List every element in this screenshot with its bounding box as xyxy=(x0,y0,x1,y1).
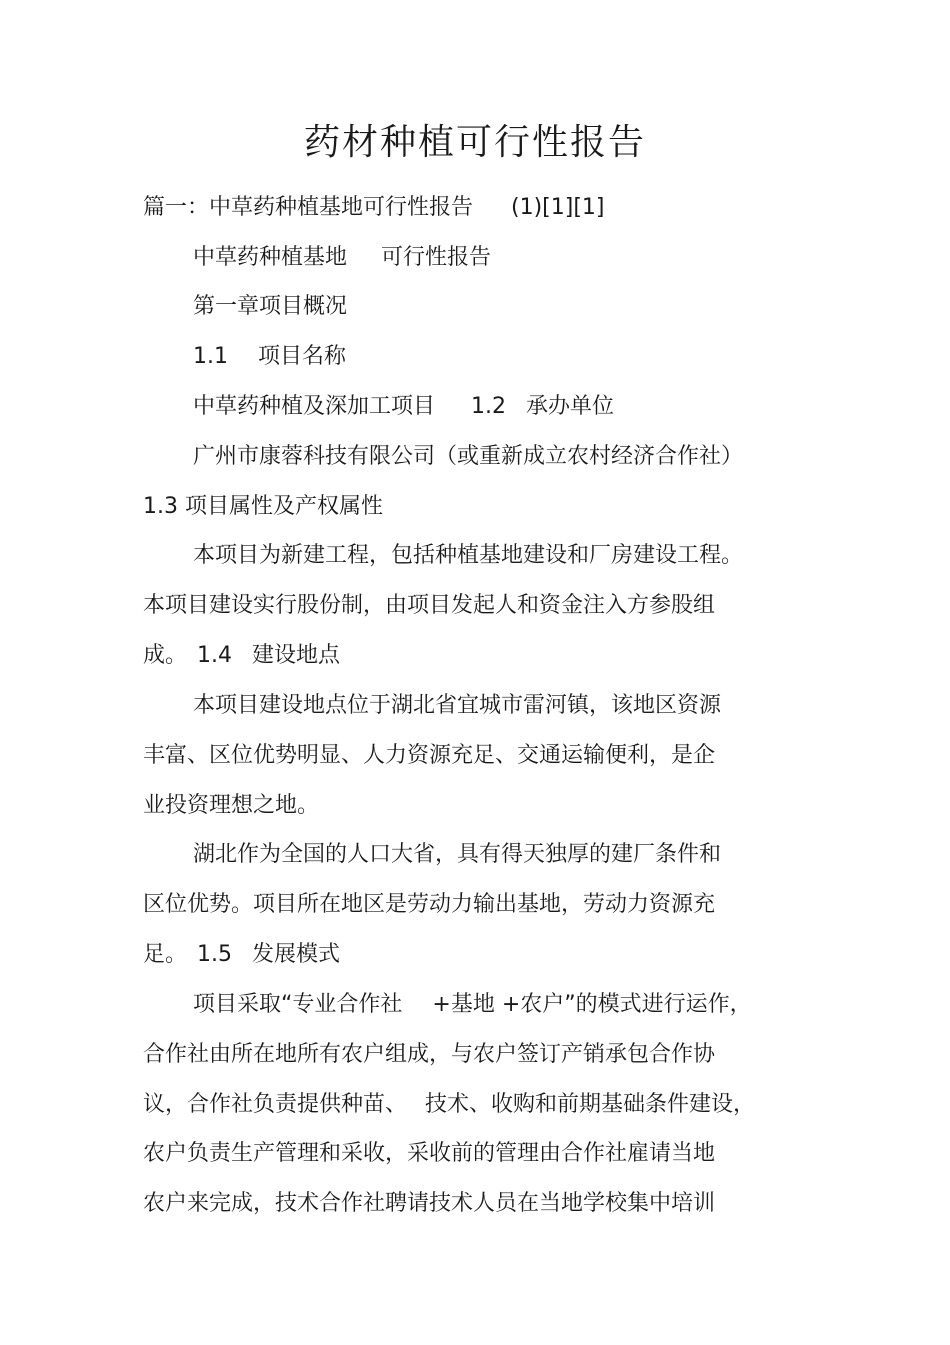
text-line-1 xyxy=(143,193,605,223)
text-line-16 xyxy=(143,940,340,970)
text-line-2 xyxy=(193,243,491,273)
text-line-9: 本项目建设实行股份制，由项目发起人和资金注入方参股组 xyxy=(143,593,716,618)
line-10-part-c: 建设地点 xyxy=(252,643,341,668)
line-5-part-a: 中草药种植及深加工项目 xyxy=(193,394,436,419)
line-1-part-b: (1)[1][1] xyxy=(511,195,605,220)
text-line-5 xyxy=(193,392,614,422)
text-line-18: 合作社由所在地所有农户组成，与农户签订产销承包合作协 xyxy=(143,1042,716,1067)
text-line-7: 1.3 项目属性及产权属性 xyxy=(143,494,383,519)
line-17-part-b: +基地 +农户”的模式进行运作， xyxy=(432,992,752,1017)
text-line-17 xyxy=(193,990,752,1020)
text-line-13: 业投资理想之地。 xyxy=(143,793,320,818)
text-line-20: 农户负责生产管理和采收，采收前的管理由合作社雇请当地 xyxy=(143,1141,716,1166)
text-line-14: 湖北作为全国的人口大省，具有得天独厚的建厂条件和 xyxy=(193,842,722,867)
line-10-part-a: 成。 xyxy=(143,643,188,668)
line-2-part-a: 中草药种植基地 xyxy=(193,245,348,270)
text-line-10 xyxy=(143,641,340,671)
document-title: 药材种植可行性报告 xyxy=(303,122,646,163)
line-16-part-c: 发展模式 xyxy=(252,942,341,967)
line-1-part-a: 篇一：中草药种植基地可行性报告 xyxy=(143,195,474,220)
line-4-part-b: 项目名称 xyxy=(258,344,347,369)
text-line-11: 本项目建设地点位于湖北省宜城市雷河镇，该地区资源 xyxy=(193,693,722,718)
text-line-12: 丰富、区位优势明显、人力资源充足、交通运输便利，是企 xyxy=(143,743,716,768)
line-2-part-b: 可行性报告 xyxy=(381,245,492,270)
text-line-6: 广州市康蓉科技有限公司（或重新成立农村经济合作社） xyxy=(193,444,744,469)
text-line-21: 农户来完成，技术合作社聘请技术人员在当地学校集中培训 xyxy=(143,1191,716,1216)
text-line-8: 本项目为新建工程，包括种植基地建设和厂房建设工程。 xyxy=(193,543,744,568)
text-line-4 xyxy=(193,342,346,372)
line-5-part-b: 1.2 xyxy=(471,394,507,419)
line-16-part-a: 足。 xyxy=(143,942,188,967)
text-line-3: 第一章项目概况 xyxy=(193,294,348,319)
line-16-part-b: 1.5 xyxy=(197,942,233,967)
text-line-19 xyxy=(143,1090,755,1120)
line-19-part-a: 议，合作社负责提供种苗、 xyxy=(143,1092,408,1117)
text-line-15: 区位优势。项目所在地区是劳动力输出基地，劳动力资源充 xyxy=(143,892,716,917)
line-4-part-a: 1.1 xyxy=(193,344,228,369)
line-5-part-c: 承办单位 xyxy=(526,394,615,419)
line-10-part-b: 1.4 xyxy=(197,643,233,668)
line-19-part-b: 技术、收购和前期基础条件建设， xyxy=(425,1092,756,1117)
line-17-part-a: 项目采取“专业合作社 xyxy=(193,992,403,1017)
